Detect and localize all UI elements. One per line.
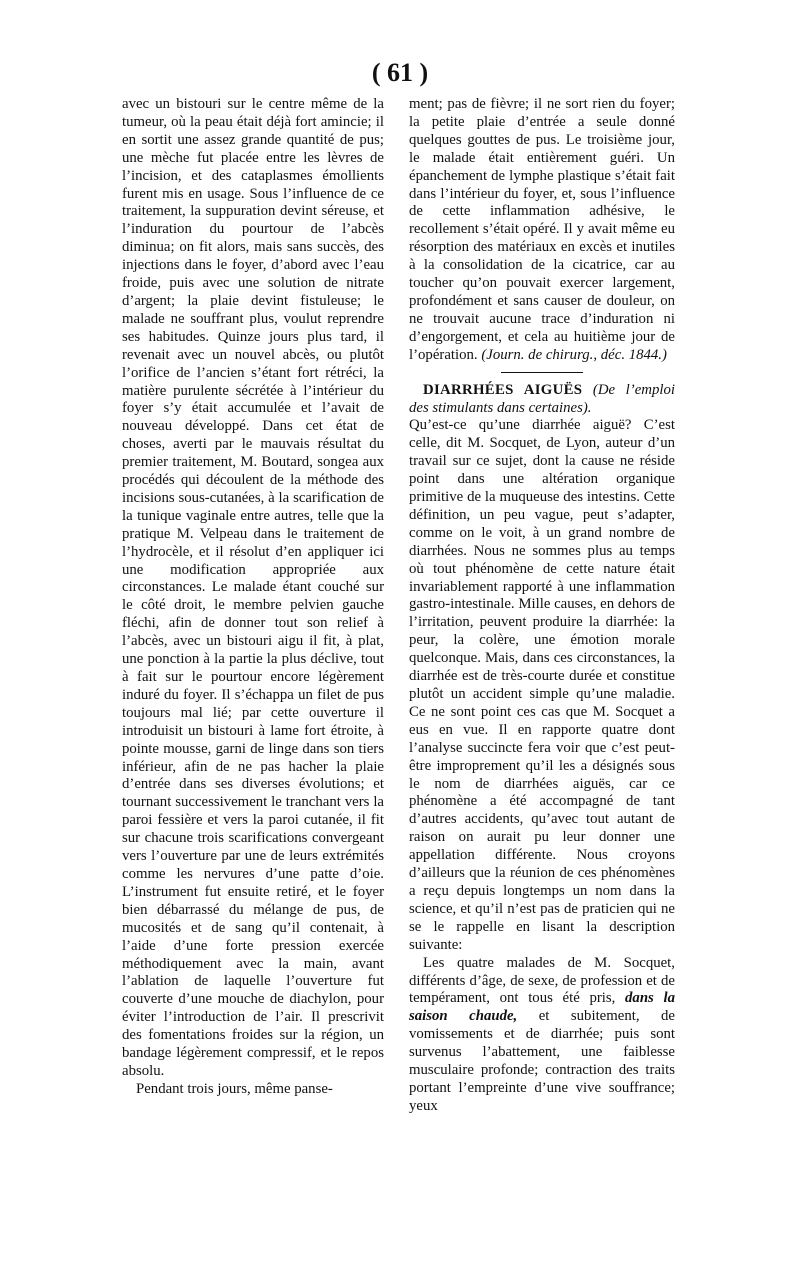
left-paragraph-2: Pendant trois jours, même panse- — [136, 1080, 333, 1097]
right-paragraph-3-end: et subitement, de vomissements et de diarrhée; puis sont survenus l’abattement, une faiblesse musculaire profonde; contraction des traits portant l’empreinte d’une vive souffrance; yeux — [409, 1008, 675, 1114]
right-paragraph-1-text: ment; pas de fièvre; il ne sort rien du foyer; la petite plaie d’entrée a seule donné quelques gouttes de pus. Le troisième jour, le malade était entièrement guéri. Un épanchement de lymphe plastique s’était fait dans l’intérieur du foyer, et, sous l’influence de cette inflammation adhésive, le recollement s’était opéré. Il y avait même eu résorption des matériaux en excès et inutiles à la consolidation de la cicatrice, car au toucher qu’on pouvait exercer largement, profondément et sans causer de douleur, on ne trouvait aucune trace d’induration ni d’engorgement, et cela au huitième jour de l’opération. — [409, 96, 675, 363]
section-divider — [501, 372, 583, 373]
journal-citation: (Journ. de chirurg., déc. 1844.) — [481, 346, 667, 363]
section-heading: DIARRHÉES AIGUËS — [423, 381, 583, 398]
page-number: ( 61 ) — [371, 58, 429, 87]
left-column — [122, 96, 384, 1099]
section-heading-block — [409, 382, 675, 418]
section-subtitle: (De l’emploi des stimulants dans certaines). — [409, 381, 675, 416]
emphasis-text: dans la saison chaude, — [409, 990, 675, 1025]
left-paragraph-1: avec un bistouri sur le centre même de la tumeur, où la peau était déjà fort amincie; il en sortit une assez grande quantité de pus; une mèche fut placée entre les lèvres de l’incision, et des cataplasmes émollients furent mis en usage. Sous l’influence de ce traitement, la suppuration devint séreuse, et l’induration du pourtour de l’abcès diminua; on fit alors, mais sans succès, des injections dans le foyer, d’abord avec l’eau froide, puis avec une solution de nitrate d’argent; la plaie devint fistuleuse; le malade ne souffrant plus, voulut reprendre ses habitudes. Quinze jours plus tard, il revenait avec un nouvel abcès, ou plutôt l’orifice de l’ancien s’étant fort rétréci, la matière purulente sécrétée à l’intérieur du foyer s’y était accumulée et l’avait de nouveau développé. Dans cet état de choses, averti par le mauvais résultat du premier traitement, M. Boutard, songea aux procédés qui découlent de la méthode des incisions sous-cutanées, à la scarification de la tunique vaginale entre autres, telle que la pratique M. Velpeau dans le traitement de l’hydrocèle, et il résolut d’en appliquer ici une modification appropriée aux circonstances. Le malade étant couché sur le côté droit, le membre pelvien gauche fléchi, afin de donner tout son relief à l’abcès, avec un bistouri aigu il fit, à plat, une ponction à la partie la plus déclive, tout à fait sur le pourtour encore légèrement induré du foyer. Il s’échappa un filet de pus toujours mal lié; par cette ouverture il introduisit un bistouri à lame fort étroite, à pointe mousse, garni de linge dans son tiers inférieur, afin de ne pas hacher la plaie d’entrée dans ses diverses évolutions; et tournant successivement le tranchant vers la paroi fessière et vers la paroi cutanée, il fit sur chacune trois scarifications convergeant vers l’ouverture par une de leurs extrémités comme les nervures d’une patte d’oie. L’instrument fut ensuite retiré, et le foyer bien débarrassé du mélange de pus, de mucosités et de sang qu’il contenait, à l’aide d’une forte pression exercée méthodiquement avec la main, avant l’ablation de laquelle l’ouverture fut couverte d’une mouche de diachylon, pour éviter l’introduction de l’air. Il prescrivit des fomentations froides sur la région, un bandage légèrement compressif, et le repos absolu. — [122, 96, 384, 1079]
right-paragraph-3 — [409, 955, 675, 1116]
right-column — [409, 96, 675, 1116]
right-paragraph-2: Qu’est-ce qu’une diarrhée aiguë? C’est celle, dit M. Socquet, de Lyon, auteur d’un travail sur ce sujet, dont la cause ne réside point dans une altération organique primitive de la muqueuse des intestins. Cette définition, un peu vague, peut s’adapter, comme on le voit, à un grand nombre de diarrhées. Nous ne sommes plus au temps où tout phénomène de cette nature était invariablement rapporté à une inflammation gastro-intestinale. Mille causes, en dehors de l’irritation, peuvent produire la diarrhée: la peur, la colère, une émotion morale quelconque. Mais, dans ces circonstances, la diarrhée est de très-courte durée et constitue plutôt un accident simple qu’une maladie. Ce ne sont point ces cas que M. Socquet a eus en vue. Il en rapporte quatre dont l’analyse succincte fera voir que c’est peut-être improprement qu’il les a désignés sous le nom de diarrhées aiguës, car ce phénomène a été accompagné de tant d’autres accidents, qu’avec tout autant de raison on aurait pu leur donner une appellation différente. Nous croyons d’ailleurs que la réunion de ces phénomènes a reçu depuis longtemps un nom dans la science, et qu’il n’est pas de praticien qui ne se le rappelle en lisant la description suivante: — [409, 417, 675, 953]
right-paragraph-1 — [409, 96, 675, 365]
right-paragraph-3-start: Les quatre malades de M. Socquet, différents d’âge, de sexe, de profession et de tempérament, ont tous été pris, — [409, 954, 675, 1007]
